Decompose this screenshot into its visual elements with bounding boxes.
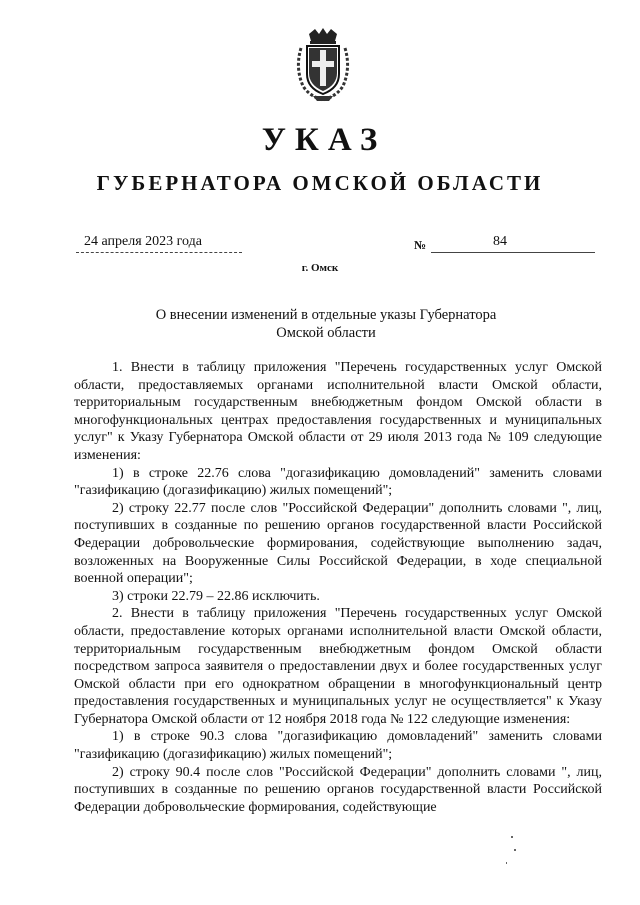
scan-speck bbox=[506, 862, 507, 864]
paragraph-1: 1. Внести в таблицу приложения "Перечень государственных услуг Омской области, предоставляемых органами исполнительной власти Омской области, территориальным государственным внебюджетным фондом Омской области в многофункциональных центрах предоставления государственных и муниципальных услуг" к Указу Губернатора Омской области от 29 июля 2013 года № 109 следующие изменения: bbox=[74, 360, 602, 463]
subject-line-1: О внесении изменений в отдельные указы Губернатора bbox=[155, 307, 497, 323]
decree-number-field bbox=[431, 234, 595, 253]
decree-body bbox=[74, 359, 602, 816]
subject-line-2: Омской области bbox=[276, 325, 376, 341]
number-sign: № bbox=[414, 238, 427, 252]
paragraph-1-item-3: 3) строки 22.79 – 22.86 исключить. bbox=[112, 588, 320, 604]
scan-speck bbox=[511, 836, 513, 838]
paragraph-1-item-1: 1) в строке 22.76 слова "догазификацию домовладений" заменить словами "газификацию (догазификацию) жилых помещений"; bbox=[74, 465, 602, 499]
paragraph-1-item-2: 2) строку 22.77 после слов "Российской Федерации" дополнить словами ", лиц, поступивших в созданные по решению органов государственной власти Российской Федерации добровольческие формирования, содействующие выполнению задач, возложенных на Вооруженные Силы Российской Федерации, в ходе специальной военной операции"; bbox=[74, 500, 602, 587]
decree-number: 84 bbox=[493, 234, 507, 249]
paragraph-2: 2. Внести в таблицу приложения "Перечень государственных услуг Омской области, предоставление которых органами исполнительной власти Омской области, территориальным государственным внебюджетным фондом Омской области посредством запроса заявителя о предоставлении двух и более государственных услуг Омской области при его однократном обращении в многофункциональный центр предоставления государственных и муниципальных услуг не осуществляется" к Указу Губернатора Омской области от 12 ноября 2018 года № 122 следующие изменения: bbox=[74, 606, 602, 727]
paragraph-2-item-2: 2) строку 90.4 после слов "Российской Федерации" дополнить словами ", лиц, поступивших в созданные по решению органов государственной власти Российской Федерации добровольческие формирования, содействующие bbox=[74, 764, 602, 815]
decree-title: УКАЗ bbox=[261, 122, 387, 158]
decree-issuer: ГУБЕРНАТОРА ОМСКОЙ ОБЛАСТИ bbox=[96, 171, 544, 195]
decree-date: 24 апреля 2023 года bbox=[76, 234, 242, 253]
paragraph-2-item-1: 1) в строке 90.3 слова "догазификацию домовладений" заменить словами "газификацию (догазификацию) жилых помещений"; bbox=[74, 729, 602, 763]
issue-city: г. Омск bbox=[301, 262, 339, 274]
decree-subject bbox=[120, 306, 532, 342]
omsk-coat-of-arms-icon bbox=[293, 28, 353, 102]
scan-speck bbox=[514, 849, 516, 851]
